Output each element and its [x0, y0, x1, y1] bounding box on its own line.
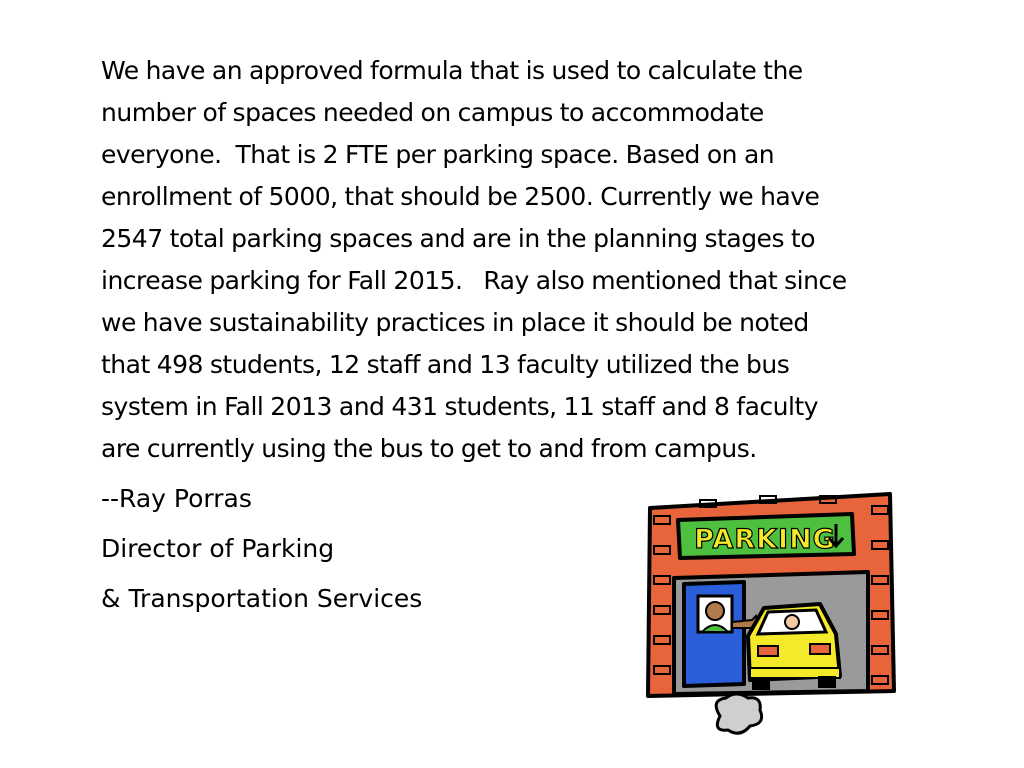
attendant-head	[706, 602, 724, 620]
signature-department: & Transportation Services	[101, 584, 423, 613]
parking-sign-text: PARKING	[694, 524, 836, 555]
signature-title: Director of Parking	[101, 534, 335, 563]
car-tire-left	[752, 678, 770, 690]
paragraph-line: increase parking for Fall 2015. Ray also mentioned that since	[101, 266, 847, 295]
car-tire-right	[818, 676, 836, 688]
parking-garage-illustration	[640, 486, 900, 748]
paragraph-line: everyone. That is 2 FTE per parking space. Based on an	[101, 140, 775, 169]
paragraph-line: are currently using the bus to get to and from campus.	[101, 434, 757, 463]
paragraph-line: system in Fall 2013 and 431 students, 11 staff and 8 faculty	[101, 392, 819, 421]
car-headlight-right	[810, 644, 830, 654]
paragraph-line: 2547 total parking spaces and are in the planning stages to	[101, 224, 816, 253]
paragraph-line: enrollment of 5000, that should be 2500. Currently we have	[101, 182, 820, 211]
driver-head	[785, 615, 799, 629]
quote-paragraph	[101, 50, 971, 470]
exhaust-smoke	[716, 694, 761, 733]
car-headlight-left	[758, 646, 778, 656]
paragraph-line: we have sustainability practices in place it should be noted	[101, 308, 809, 337]
paragraph-line: that 498 students, 12 staff and 13 faculty utilized the bus	[101, 350, 790, 379]
paragraph-line: number of spaces needed on campus to accommodate	[101, 98, 764, 127]
signature-name: --Ray Porras	[101, 484, 252, 513]
paragraph-line: We have an approved formula that is used to calculate the	[101, 56, 803, 85]
